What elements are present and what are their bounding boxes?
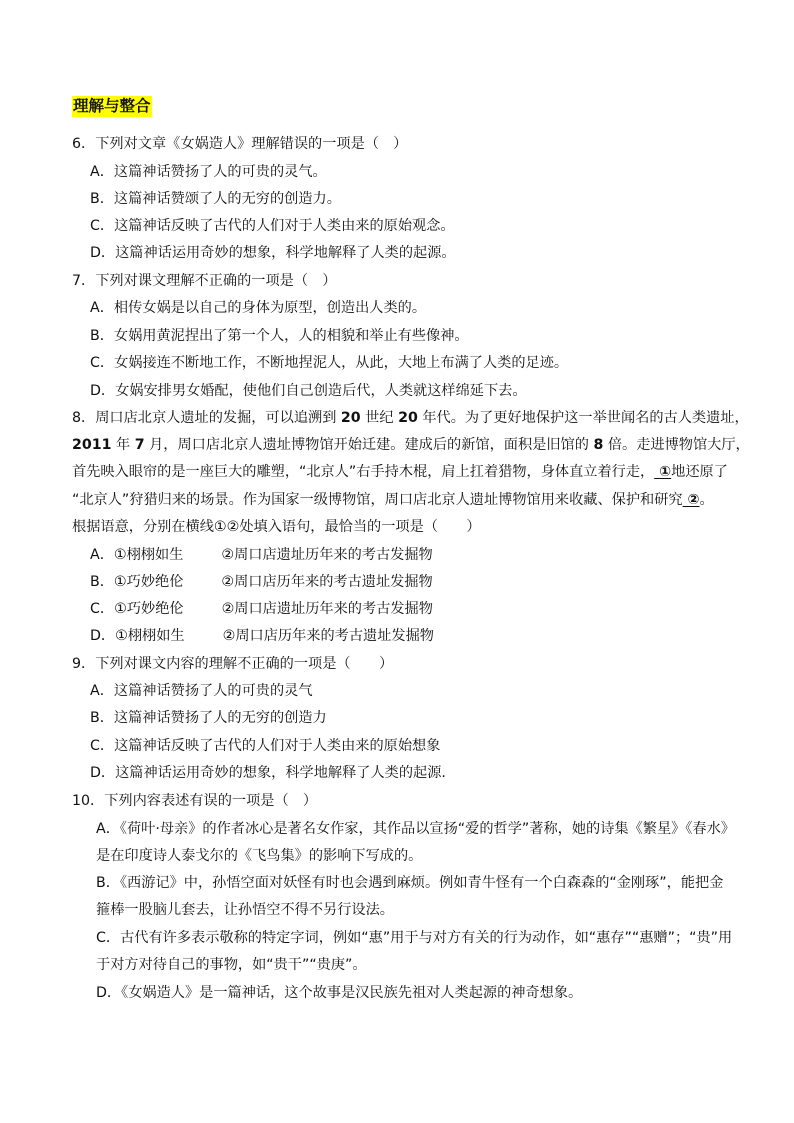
- section-title: 理解与整合: [73, 97, 151, 115]
- q8-text: 。: [699, 492, 714, 508]
- question-8-line-2: [72, 435, 750, 455]
- q8-text: 8．周口店北京人遗址的发掘，可以追溯到: [72, 410, 341, 426]
- q8-text: 地还原了: [671, 464, 728, 480]
- question-8-stem: 根据语意，分别在横线①②处填入语句，最恰当的一项是（ ）: [72, 519, 481, 535]
- q8-text: 年代。为了更好地保护这一举世闻名的古人类遗址，: [417, 410, 749, 426]
- question-10-option-d: D．《女娲造人》是一篇神话，这个故事是汉民族先祖对人类起源的神奇想象。: [96, 985, 583, 1001]
- question-6-option-d: D．这篇神话运用奇妙的想象，科学地解释了人类的起源。: [90, 245, 456, 261]
- question-8-option-b: [90, 572, 433, 592]
- option-text: ②周口店历年来的考古遗址发掘物: [222, 628, 434, 644]
- question-10-option-a: A．《荷叶·母亲》的作者冰心是著名女作家，其作品以宣扬“爱的哲学”著称，她的诗集《繁星》《春水》: [96, 821, 735, 837]
- q8-number: 2011: [72, 437, 112, 453]
- question-7-option-d: D．女娲安排男女婚配，使他们自己创造后代，人类就这样绵延下去。: [90, 383, 527, 399]
- option-label: A．①栩栩如生: [90, 547, 184, 563]
- q8-text: 倍。走进博物馆大厅，: [603, 437, 750, 453]
- question-7-option-a: A．相传女娲是以自己的身体为原型，创造出人类的。: [90, 300, 427, 316]
- blank-1: ①: [654, 464, 672, 480]
- question-8-option-c: [90, 599, 433, 619]
- question-8-line-1: [72, 408, 749, 428]
- question-6-option-b: B．这篇神话赞颂了人的无穷的创造力。: [90, 191, 341, 207]
- question-10-option-c-cont: 于对方对待自己的事物，如“贵干”“贵庚”。: [96, 957, 367, 973]
- option-text: ②周口店历年来的考古遗址发掘物: [221, 574, 433, 590]
- q8-text: 月，周口店北京人遗址博物馆开始迁建。建成后的新馆，面积是旧馆的: [144, 437, 594, 453]
- question-10-option-b-cont: 箍棒一股脑儿套去，让孙悟空不得不另行设法。: [96, 902, 394, 918]
- question-7-option-c: C．女娲接连不断地工作，不断地捏泥人，从此，大地上布满了人类的足迹。: [90, 355, 569, 371]
- question-6-option-a: A．这篇神话赞扬了人的可贵的灵气。: [90, 164, 327, 180]
- q8-text: 世纪: [360, 410, 399, 426]
- question-8-option-a: [90, 545, 433, 565]
- question-6-stem: 6．下列对文章《女娲造人》理解错误的一项是（ ）: [72, 136, 408, 152]
- q8-text: 年: [111, 437, 135, 453]
- q8-number: 20: [398, 410, 418, 426]
- question-9-option-d: D．这篇神话运用奇妙的想象，科学地解释了人类的起源.: [90, 765, 446, 781]
- q8-text: “北京人”狩猎归来的场景。作为国家一级博物馆，周口店北京人遗址博物馆用来收藏、保护和研究: [72, 492, 683, 508]
- question-8-line-4: [72, 490, 714, 510]
- q8-text: 首先映入眼帘的是一座巨大的雕塑，“北京人”右手持木棍，肩上扛着猎物，身体直立着行走，: [72, 464, 655, 480]
- question-6-option-c: C．这篇神话反映了古代的人们对于人类由来的原始观念。: [90, 218, 455, 234]
- option-text: ②周口店遗址历年来的考古发掘物: [221, 601, 433, 617]
- question-9-option-b: B．这篇神话赞扬了人的无穷的创造力: [90, 710, 327, 726]
- question-9-stem: 9．下列对课文内容的理解不正确的一项是（ ）: [72, 656, 394, 672]
- question-7-option-b: B．女娲用黄泥捏出了第一个人，人的相貌和举止有些像神。: [90, 328, 469, 344]
- q8-number: 20: [340, 410, 361, 426]
- option-label: B．①巧妙绝伦: [90, 574, 184, 590]
- question-8-option-d: [90, 626, 434, 646]
- option-label: C．①巧妙绝伦: [90, 601, 184, 617]
- question-7-stem: 7．下列对课文理解不正确的一项是（ ）: [72, 273, 337, 289]
- question-10-option-c: C．古代有许多表示敬称的特定字词，例如“惠”用于与对方有关的行为动作，如“惠存”“惠赠”；“贵”用: [96, 930, 733, 946]
- option-text: ②周口店遗址历年来的考古发掘物: [221, 547, 433, 563]
- question-10-option-b: B．《西游记》中，孙悟空面对妖怪有时也会遇到麻烦。例如青牛怪有一个白森森的“金刚琢”，能把金: [96, 875, 724, 891]
- q8-number: 8: [593, 437, 604, 453]
- question-9-option-c: C．这篇神话反映了古代的人们对于人类由来的原始想象: [90, 738, 441, 754]
- question-9-option-a: A．这篇神话赞扬了人的可贵的灵气: [90, 683, 313, 699]
- blank-2: ②: [682, 492, 700, 508]
- q8-number: 7: [134, 437, 145, 453]
- option-label: D．①栩栩如生: [90, 628, 185, 644]
- question-10-stem: 10．下列内容表述有误的一项是（ ）: [72, 793, 318, 809]
- question-8-line-3: [72, 462, 728, 482]
- question-10-option-a-cont: 是在印度诗人泰戈尔的《飞鸟集》的影响下写成的。: [96, 848, 423, 864]
